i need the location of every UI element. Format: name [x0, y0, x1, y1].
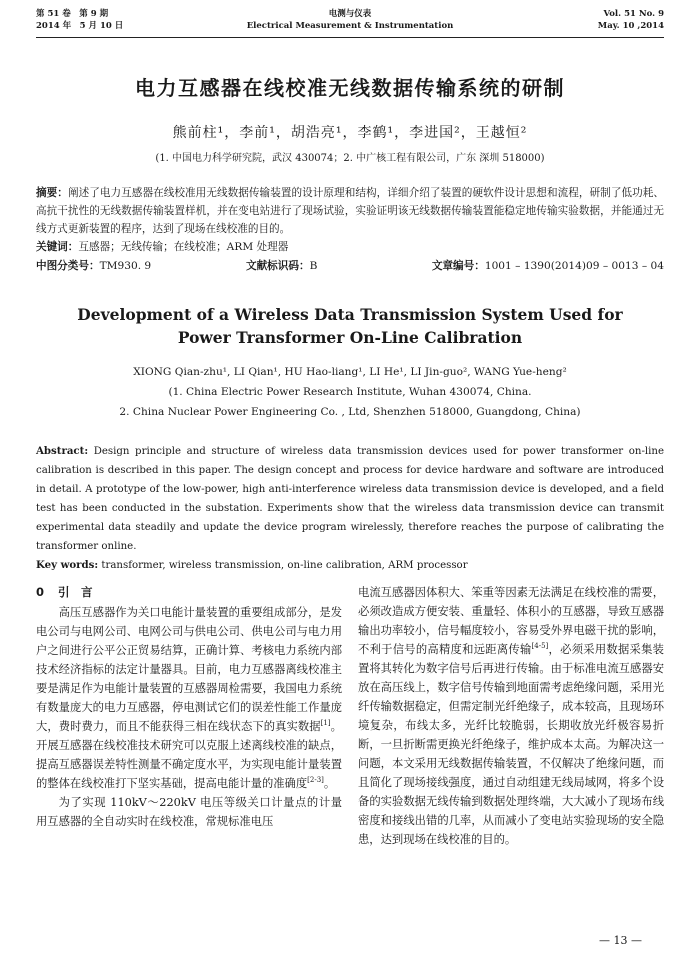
header-date-cn: 2014 年 5 月 10 日: [36, 21, 124, 31]
abstract-cn-text: 阐述了电力互感器在线校准用无线数据传输装置的设计原理和结构，详细介绍了装置的硬软件设计思想和流程，研制了低功耗、高抗干扰性的无线数据传输装置样机，并在变电站进行了现场试验，实验证明该无线数据传输装置能稳定地传输实验数据，并能通过无线方式更新装置的程序，达到了现场在线校准的目的。: [36, 187, 664, 235]
doc-code-value: B: [309, 260, 318, 272]
title-english-line1: Development of a Wireless Data Transmission System Used for: [77, 305, 623, 324]
affiliation-english-2: 2. China Nuclear Power Engineering Co. , Ltd, Shenzhen 518000, Guangdong, China): [119, 406, 581, 418]
keywords-chinese: [36, 238, 664, 256]
keywords-cn-text: 互感器；无线传输；在线校准；ARM 处理器: [78, 241, 289, 253]
paragraph-intro-2-continued: [358, 583, 664, 849]
section-number: 0: [36, 585, 45, 599]
paragraph-text: ，必须采用数据采集装置将其转化为数字信号后再进行传输。由于标准电流互感器安放在高压线上，数字信号传输到地面需考虑绝缘问题，采用光纤传输数据稳定，但需定制光纤绝缘子，成本较高，且现场环境复杂，布线太多，光纤比较脆弱，长期收放光纤极容易折断，一旦折断需更换光纤绝缘子，维护成本太高。为解决这一问题，本文采用无线数据传输装置，不仅解决了绝缘问题，而且简化了现场接线强度，通过自动组建无线局域网，将多个设备的实验数据无线传输到数据处理终端，大大减小了现场布线密度和接线出错的几率，从而减小了变电站实验现场的安全隐患，达到现场在线校准的目的。: [358, 643, 664, 846]
abstract-chinese: [36, 184, 664, 238]
keywords-en-text: transformer, wireless transmission, on-line calibration, ARM processor: [98, 560, 468, 571]
header-volume: 第 51 卷 第 9 期: [36, 9, 109, 19]
title-english: [40, 303, 660, 349]
header-date-en: May. 10 ,2014: [597, 21, 664, 31]
keywords-cn-label: 关键词：: [36, 241, 79, 253]
citation-ref: [4-5]: [531, 642, 549, 651]
abstract-en-text: Design principle and structure of wireless data transmission devices used for power transformer on-line calibration is described in this paper. The design concept and process for device hardware and software are introduced in detail. A prototype of the low-power, high anti-interference wireless data transmission device is developed, and a field test has been conducted in the substation. Experiments show that the wireless data transmission device can transmit experimental data steadily and update the device program wirelessly, therefore reaches the purpose of calibrating the transformer online.: [36, 446, 664, 552]
affiliation-chinese: (1. 中国电力科学研究院，武汉 430074；2. 中广核工程有限公司，广东 深圳 518000): [155, 153, 545, 164]
header-volume-en: [598, 8, 664, 32]
paragraph-text: 高压互感器作为关口电能计量装置的重要组成部分，是发电公司与电网公司、电网公司与供电公司、供电公司与电力用户之间进行公平公正贸易结算，正确计算、考核电力系统内部技术经济指标的法定计量器具。目前，电力互感器离线校准主要是满足作为电能计量装置的互感器周检需要，我国电力系统有数量庞大的电力互感器，停电测试它们的误差性能工作量庞大，费时费力，而且不能获得三相在线状态下的真实数据: [36, 606, 342, 733]
section-heading-introduction: [36, 583, 342, 602]
title-english-line2: Power Transformer On-Line Calibration: [177, 328, 523, 347]
paragraph-intro-1: [36, 603, 342, 793]
abstract-en-label: Abstract:: [36, 445, 89, 457]
affiliation-english-1: (1. China Electric Power Research Institute, Wuhan 430074, China.: [168, 386, 532, 398]
header-vol-no: Vol. 51 No. 9: [603, 9, 664, 19]
article-number: [432, 257, 664, 275]
header-rule: [36, 37, 664, 38]
authors-chinese: 熊前柱¹，李前¹，胡浩亮¹，李鹤¹，李进国²，王越恒²: [172, 125, 528, 141]
title-chinese: 电力互感器在线校准无线数据传输系统的研制: [135, 76, 565, 100]
paragraph-text: 。: [323, 777, 336, 790]
classification-row: [36, 257, 664, 275]
header-journal-en: Electrical Measurement & Instrumentation: [246, 21, 454, 31]
clc-number: [36, 257, 151, 275]
document-code: [246, 257, 317, 275]
clc-value: TM930. 9: [99, 260, 152, 272]
article-number-value: 1001 – 1390(2014)09 – 0013 – 04: [484, 260, 664, 272]
header-journal-name: [36, 8, 664, 32]
authors-english: XIONG Qian-zhu¹, LI Qian¹, HU Hao-liang¹, LI He¹, LI Jin-guo², WANG Yue-heng²: [133, 366, 567, 378]
running-header: [36, 8, 664, 36]
paragraph-intro-2: 为了实现 110kV～220kV 电压等级关口计量点的计量用互感器的全自动实时在线校准，常规标准电压: [36, 796, 342, 828]
citation-ref: [1]: [320, 719, 331, 728]
abstract-cn-label: 摘要：: [36, 187, 68, 199]
citation-ref: [2-3]: [307, 776, 324, 785]
doc-code-label: 文献标识码：: [246, 260, 310, 272]
keywords-en-label: Key words:: [36, 559, 99, 571]
section-title: 引 言: [58, 585, 93, 599]
clc-label: 中图分类号：: [36, 260, 100, 272]
page-number: — 13 —: [599, 934, 642, 947]
paragraph-text: 电流互感器因体积大、笨重等因素无法满足在线校准的需要，必须改造成方便安装、重量轻、体积小的互感器，导致互感器输出功率较小，信号幅度较小，容易受外界电磁干扰的影响，不利于信号的高精度和远距离传输: [358, 586, 664, 656]
article-number-label: 文章编号：: [431, 260, 485, 272]
header-journal-cn: 电测与仪表: [328, 9, 372, 19]
paragraph-text: 。开展互感器在线校准技术研究可以克服上述离线校准的缺点，提高互感器误差特性测量不确定度水平，为实现电能计量装置的整体在线校准打下坚实基础，提高电能计量的准确度: [36, 720, 342, 790]
body-column-left: [36, 583, 342, 831]
keywords-english: [36, 556, 664, 575]
body-column-right: [358, 583, 664, 849]
abstract-english: [36, 442, 664, 556]
